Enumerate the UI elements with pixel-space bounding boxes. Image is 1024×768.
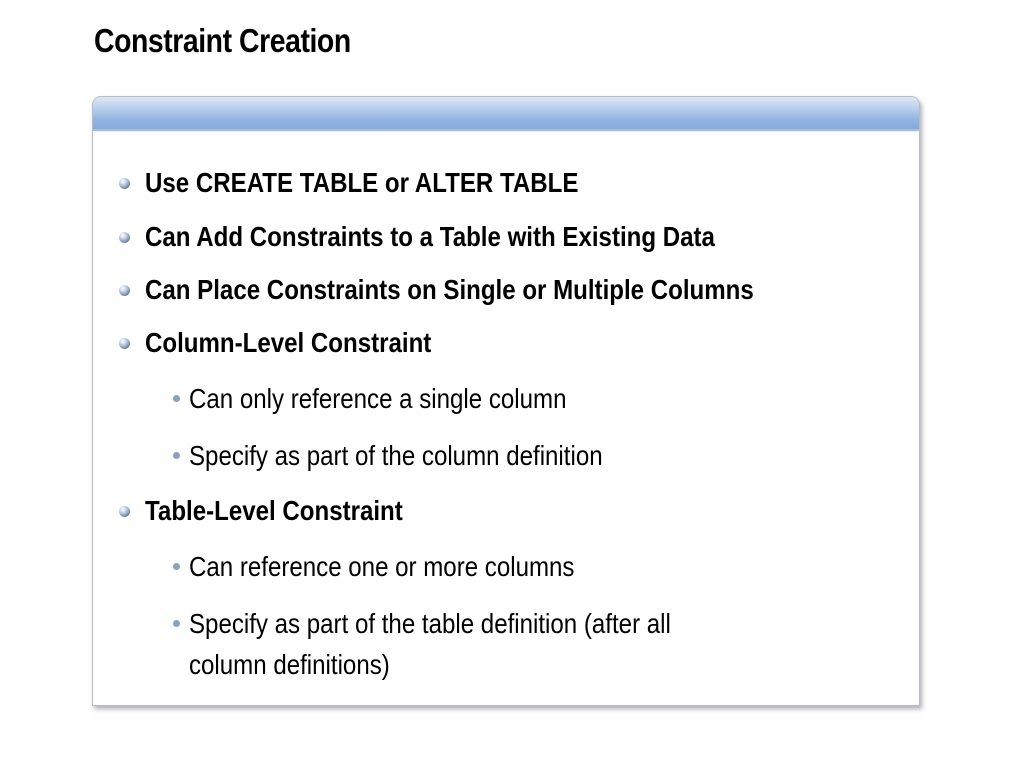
sub-bullet-item: Specify as part of the table definition (after all: [189, 608, 671, 639]
bullet-item: Table-Level Constraint: [145, 495, 403, 526]
bullet-item: Use CREATE TABLE or ALTER TABLE: [145, 167, 579, 198]
sub-bullet-dot-icon: [173, 563, 180, 570]
sub-bullet-item-continuation: column definitions): [189, 649, 390, 680]
sub-bullet-item: Can only reference a single column: [189, 383, 567, 414]
bullet-item: Can Place Constraints on Single or Multiple Columns: [145, 274, 754, 305]
sub-bullet-item: Specify as part of the column definition: [189, 440, 603, 471]
bullet-marker-icon: [119, 178, 130, 189]
slide-title: Constraint Creation: [94, 22, 351, 59]
sub-bullet-dot-icon: [173, 620, 180, 627]
bullet-item: Can Add Constraints to a Table with Existing Data: [145, 221, 715, 252]
bullet-marker-icon: [119, 285, 130, 296]
sub-bullet-dot-icon: [173, 395, 180, 402]
bullet-marker-icon: [119, 506, 130, 517]
bullet-item: Column-Level Constraint: [145, 327, 432, 358]
bullet-marker-icon: [119, 232, 130, 243]
bullet-marker-icon: [119, 338, 130, 349]
panel-header-bar: [93, 97, 919, 131]
sub-bullet-item: Can reference one or more columns: [189, 551, 575, 582]
sub-bullet-dot-icon: [173, 452, 180, 459]
